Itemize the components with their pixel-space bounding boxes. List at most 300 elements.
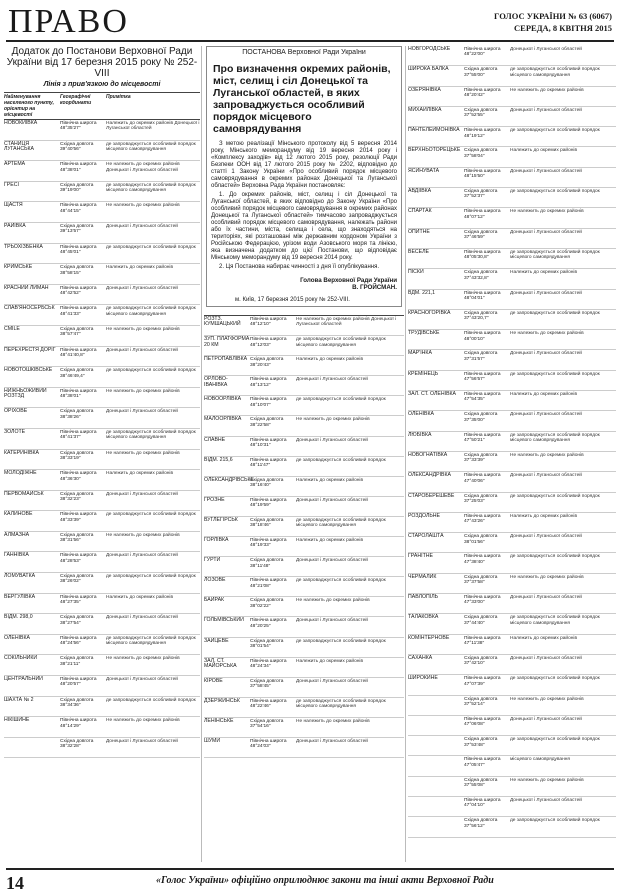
location-name: ВЕСЕЛЕ <box>408 248 429 255</box>
table-row <box>408 777 616 797</box>
location-name: ЗОЛОТЕ <box>4 428 26 435</box>
note: Донецької і Луганської областей <box>510 229 582 235</box>
note: Не належить до окремих районів Донецької і Луганської областей <box>296 317 397 328</box>
location-name: ШИРОКИНЕ <box>408 675 438 682</box>
note: Донецької і Луганської областей <box>510 412 582 418</box>
coordinates: Східна довгота 38°01′54″ <box>250 638 284 649</box>
note: Донецької і Луганської областей <box>510 797 582 803</box>
coordinates: Східна довгота 37°58′45″ <box>250 678 284 690</box>
location-name: ОЛЕКСАНДРІВКА <box>408 472 451 479</box>
location-name: ТРЬОХІЗБЕНКА <box>4 243 43 250</box>
coordinates: Східна довгота 37°37′58″ <box>464 574 498 586</box>
coordinates: Східна довгота 37°42′10″ <box>464 655 498 667</box>
location-name: ЯСИНУВАТА <box>408 167 440 174</box>
note: де запроваджується особливий порядок місцевого самоврядування <box>296 698 386 710</box>
coordinates: Північна широта 48°20′57″ <box>60 677 97 688</box>
table-row <box>408 432 616 452</box>
note: Не належить до окремих районів <box>510 574 584 580</box>
coordinates: Східна довгота 38°22′58″ <box>250 417 284 428</box>
location-name: ЗУП. ПЛАТФОРМА 20 КМ <box>204 336 250 348</box>
note: де запроваджується особливий порядок <box>296 397 386 403</box>
coordinates: Північна широта 48°22′00″ <box>464 47 501 58</box>
location-name: МАЛООРЛІВКА <box>204 416 242 423</box>
location-name: КРАСНОГОРІВКА <box>408 309 451 316</box>
table-row <box>408 391 616 411</box>
table-row <box>408 208 616 228</box>
coordinates: Східна довгота 38°46′49,4″ <box>60 368 94 379</box>
table-row <box>408 127 616 147</box>
locations-table <box>204 315 404 758</box>
coordinates: Північна широта 48°12′03″ <box>250 337 287 348</box>
coordinates: Північна широта 47°06′08″ <box>464 716 501 728</box>
note: де запроваджується особливий порядок <box>510 371 600 377</box>
table-row <box>408 452 616 472</box>
note: Донецької і Луганської областей <box>510 534 582 540</box>
addendum-title: Додаток до Постанови Верховної Ради України від 17 березня 2015 року № 252-VIII <box>6 46 198 79</box>
note: Належить до окремих районів <box>296 477 364 483</box>
table-row <box>204 396 404 416</box>
table-row <box>204 376 404 396</box>
note: де запроваджується особливий порядок місцевого самоврядування <box>106 635 196 647</box>
table-row <box>408 493 616 513</box>
table-row <box>204 497 404 517</box>
table-row <box>4 388 200 409</box>
note: Не належить до окремих районів Донецької і Луганської областей <box>106 162 180 173</box>
note: Донецької і Луганської областей <box>510 107 582 113</box>
table-row <box>204 537 404 557</box>
location-name: ОЛЕНІВКА <box>408 411 434 418</box>
location-name: АРТЕМА <box>4 161 26 168</box>
location-name: ГОРЛІВКА <box>204 537 229 544</box>
coordinates: Східна довгота 38°31′56″ <box>60 532 94 544</box>
location-name: ГАННІВКА <box>4 552 29 559</box>
note: Не належить до окремих районів <box>296 417 370 423</box>
note: Належить до окремих районів <box>296 357 364 363</box>
coordinates: Північна широта 48°21′08″ <box>250 578 287 589</box>
note: Донецької і Луганської областей <box>510 655 582 661</box>
note: де запроваджується особливий порядок місцевого самоврядування <box>510 249 600 261</box>
location-name: КОМІНТЕРНОВЕ <box>408 634 450 641</box>
table-row <box>4 511 200 532</box>
note: Донецької і Луганської областей <box>106 553 178 559</box>
location-name: НОВОТОШКІВСЬКЕ <box>4 367 53 374</box>
note: Донецької і Луганської областей <box>296 497 368 503</box>
coordinates: Північна широта 48°42′52″ <box>60 285 97 297</box>
note: Належить до окремих районів <box>510 513 578 519</box>
coordinates: Східна довгота 39°19′00″ <box>60 182 94 194</box>
location-name: СТАРОЛАШТA <box>408 533 444 540</box>
coordinates: Східна довгота 38°02′22″ <box>250 598 284 609</box>
note: Донецької і Луганської областей <box>296 738 368 744</box>
note: де запроваджується особливий порядок місцевого самоврядування <box>510 615 600 626</box>
coordinates: Східна довгота 38°32′28″ <box>60 738 94 750</box>
location-name: ШАХТА № 2 <box>4 696 34 703</box>
note: де запроваджується особливий порядок місцевого самоврядування <box>510 432 600 444</box>
coordinates: Північна широта 48°24′56″ <box>60 635 97 647</box>
location-name: ОРIХОВЕ <box>4 408 28 415</box>
table-row <box>4 326 200 347</box>
note: де запроваджується особливий порядок <box>510 818 600 824</box>
note: Донецької і Луганської областей <box>106 223 178 229</box>
location-name: ШУМИ <box>204 737 221 744</box>
table-row <box>204 577 404 597</box>
coordinates: Північна широта 48°24′03″ <box>250 738 287 750</box>
location-name: ЦЕНТРАЛЬНИЙ <box>4 676 43 683</box>
note: де запроваджується особливий порядок <box>106 244 196 250</box>
table-row <box>204 457 404 477</box>
coordinates: Північна широта 48°19′12″ <box>464 128 501 139</box>
location-name: СЛАВНЕ <box>204 436 226 443</box>
header-coords: Географічні координати <box>60 94 92 106</box>
note: де запроваджується особливий порядок місцевого самоврядування <box>296 337 386 348</box>
table-row <box>408 797 616 817</box>
table-row <box>408 46 616 66</box>
coordinates: Північна широта 48°05′30,8″ <box>464 249 501 261</box>
location-name: ЛОМУВАТКА <box>4 573 36 580</box>
note: Належить до окремих районів <box>510 270 578 276</box>
table-row <box>204 316 404 336</box>
coordinates: Північна широта 47°43′26″ <box>464 513 501 525</box>
note: Не належить до окремих районів <box>106 388 180 394</box>
table-row <box>204 718 404 738</box>
table-row <box>408 817 616 837</box>
table-row <box>408 574 616 594</box>
note: Належить до окремих районів <box>510 392 578 398</box>
coordinates: Східна довгота 37°55′00″ <box>464 67 498 78</box>
coordinates: Східна довгота 38°26′02″ <box>60 574 94 585</box>
masthead <box>6 4 614 42</box>
table-row <box>204 557 404 577</box>
note: Належить до окремих районів <box>106 265 174 271</box>
location-name: САХАНКА <box>408 654 433 661</box>
note: де запроваджується особливий порядок <box>510 189 600 195</box>
locations-table <box>4 120 200 758</box>
coordinates: Північна широта 48°35′27″ <box>60 121 97 132</box>
coordinates: Східна довгота 37°58′04″ <box>464 148 498 159</box>
table-row <box>4 408 200 429</box>
table-row <box>408 290 616 310</box>
note: де запроваджується особливий порядок <box>296 457 386 463</box>
note: де запроваджується особливий порядок місцевого самоврядування <box>106 141 196 152</box>
table-row <box>4 285 200 306</box>
coordinates: Північна широта 48°04′01″ <box>464 290 501 301</box>
coordinates: Північна широта 47°33′00″ <box>464 595 501 606</box>
coordinates: Східна довгота 38°16′40″ <box>250 477 284 489</box>
coordinates: Північна широта 48°36′30″ <box>60 471 97 482</box>
table-row <box>408 168 616 188</box>
note: Належить до окремих районів <box>510 148 578 154</box>
table-row <box>408 614 616 634</box>
table-row <box>4 450 200 471</box>
coordinates: Північна широта 48°27′35″ <box>60 594 97 606</box>
coordinates: Північна широта 48°13′12″ <box>250 377 287 388</box>
column-divider <box>405 46 406 862</box>
table-row <box>408 736 616 756</box>
note: Належить до окремих районів <box>510 635 578 641</box>
coordinates: Східна довгота 38°18′46″ <box>250 517 284 529</box>
location-name: ОЛЕКСАНДРІВСЬКЕ <box>204 476 254 483</box>
resolution-head: ПОСТАНОВА Верховної Ради України <box>242 49 366 56</box>
coordinates: Східна довгота 38°57′47″ <box>60 326 94 338</box>
note: Донецької і Луганської областей <box>510 168 582 174</box>
note: Донецької і Луганської областей <box>296 437 368 443</box>
note: де запроваджується особливий порядок <box>510 554 600 560</box>
location-name: СЛАВ'ЯНОСЕРБСЬК <box>4 305 55 312</box>
table-row <box>204 416 404 436</box>
note: Донецької і Луганської областей <box>106 285 178 291</box>
note: де запроваджується особливий порядок <box>296 578 386 584</box>
coordinates: Східна довгота 37°52′14″ <box>464 696 498 707</box>
table-row <box>4 367 200 388</box>
coordinates: Північна широта 48°44′15″ <box>60 203 97 214</box>
note: де запроваджується особливий порядок <box>510 128 600 134</box>
location-name: НИЖНЬОЖИВИЙ РОЗТЗД <box>4 387 47 400</box>
column-right <box>408 46 616 862</box>
coordinates: Східна довгота 37°56′12″ <box>464 818 498 829</box>
coordinates: Північна широта 48°20′25″ <box>250 618 287 629</box>
coordinates: Північна широта 48°14′29″ <box>60 718 97 729</box>
table-row <box>408 472 616 492</box>
note: Донецької і Луганської областей <box>510 47 582 52</box>
location-name: МИХАЙЛІВКА <box>408 106 442 113</box>
location-name: РОЗДОЛЬНЕ <box>408 512 441 519</box>
coordinates: Північна широта 48°22′46″ <box>250 698 287 710</box>
location-name: ПЕРВОМАЙСЬК <box>4 490 44 497</box>
table-row <box>4 552 200 573</box>
note: Не належить до окремих районів <box>106 203 180 209</box>
table-row <box>4 429 200 450</box>
table-row <box>408 513 616 533</box>
note: Не належить до окремих районів <box>510 209 584 215</box>
coordinates: Східна довгота 38°33′19″ <box>60 450 94 461</box>
table-row <box>408 594 616 614</box>
note: де запроваджується особливий порядок місцевого самоврядування <box>106 182 196 194</box>
coordinates: Північна широта 48°19′33″ <box>250 538 287 549</box>
table-row <box>408 107 616 127</box>
table-row <box>204 517 404 537</box>
note: Донецької і Луганської областей <box>106 738 178 744</box>
location-name: ЧЕРМАЛИК <box>408 573 437 580</box>
coordinates: Східна довгота 38°01′56″ <box>464 534 498 545</box>
location-name: ВЕРГУЛІВКА <box>4 593 36 600</box>
coordinates: Північна широта 48°41′40,8″ <box>60 347 97 358</box>
table-row <box>204 477 404 497</box>
location-name: ЛОЗОВЕ <box>204 577 226 584</box>
coordinates: Східна довгота 38°58′15″ <box>60 265 94 276</box>
signer-name: В. ГРОЙСМАН. <box>352 284 397 291</box>
coordinates: Східна довгота 37°33′39″ <box>464 452 498 464</box>
location-name: МАР'ЇНКА <box>408 350 432 357</box>
location-name: ВIДМ. 215,6 <box>204 456 233 463</box>
resolution-paragraph: 1. До окремих районів, міст, селищ і сіл Донецької та Луганської областей, в яких відповідно до Закону України «Про особливий порядок місцевого самоврядування в окремих районах Донецької та Луганської областей» тимчасово запроваджується особливий порядок місцевого самоврядування, належать райони або їх частини, міста, селища і села, що знаходяться на територіях, які розташовані між державним кордоном України з Російською Федерацією, урізом води Азовського моря та лінією, яка визначена додатком до цієї Постанови, що відповідає Мінському меморандуму від 19 вересня 2014 року. <box>211 192 397 261</box>
coordinates: Східна довгота 37°44′40″ <box>464 615 498 626</box>
location-name <box>408 757 464 775</box>
location-name: НОВООРЛІВКА <box>204 396 242 403</box>
location-name: ПАВЛОПІЛЬ <box>408 594 439 601</box>
note: Не належить до окремих районів <box>296 598 370 604</box>
issue-number: ГОЛОС УКРАЇНИ № 63 (6067) <box>494 11 612 21</box>
location-name: ГУРТИ <box>204 557 221 564</box>
table-row <box>4 141 200 162</box>
table-row <box>408 411 616 431</box>
footer <box>6 868 614 892</box>
location-name: ВУГЛЕГІРСЬК <box>204 516 238 523</box>
location-name: ВЕРХНЬОТОРЕЦЬКЕ <box>408 147 461 154</box>
header-note: Примітка <box>106 94 131 100</box>
table-row <box>4 717 200 738</box>
table-row <box>408 756 616 776</box>
table-row <box>408 249 616 269</box>
location-name: КРИМСЬКЕ <box>4 264 33 271</box>
coordinates: Північна широта 47°04′10″ <box>464 797 501 809</box>
note: Донецької і Луганської областей <box>510 595 582 601</box>
location-name: ПЕРЕХРЕСТЯ ДОРІГ <box>4 346 56 353</box>
note: місцевого самоврядування <box>510 757 570 763</box>
table-row <box>408 675 616 695</box>
coordinates: Північна широта 47°05′47″ <box>464 757 501 768</box>
location-name <box>408 717 464 735</box>
note: Не належить до окремих районів <box>106 326 180 332</box>
note: Донецької і Луганської областей <box>510 351 582 357</box>
location-name: КАЛИНОВЕ <box>4 511 33 518</box>
location-name <box>408 798 464 816</box>
coordinates: Східна довгота 38°34′36″ <box>60 697 94 709</box>
note: де запроваджується особливий порядок <box>510 493 600 499</box>
table-row <box>4 573 200 594</box>
coordinates: Північна широта 48°41′33″ <box>60 306 97 317</box>
coordinates: Північна широта 48°38′01″ <box>60 388 97 400</box>
coordinates: Північна широта 48°45′01″ <box>60 244 97 255</box>
note: Донецької і Луганської областей <box>106 409 178 415</box>
location-name: ГОЛЬМІВСЬКИЙ <box>204 617 244 624</box>
note: Донецької і Луганської областей <box>296 558 368 564</box>
coordinates: Північна широта 48°07′12″ <box>464 209 501 220</box>
coordinates: Східна довгота 37°52′37″ <box>464 189 498 200</box>
table-row <box>204 678 404 698</box>
coordinates: Північна широта 48°15′50″ <box>464 168 501 180</box>
location-name: АВДІЇВКА <box>408 188 432 195</box>
location-name: ГРОЗНЕ <box>204 496 225 503</box>
table-row <box>408 371 616 391</box>
note: де запроваджується особливий порядок місцевого самоврядування <box>510 67 600 78</box>
note: Донецької і Луганської областей <box>296 618 368 624</box>
table-row <box>408 229 616 249</box>
table-row <box>408 310 616 330</box>
coordinates: Північна широта 47°50′21″ <box>464 432 501 444</box>
table-row <box>4 614 200 635</box>
coordinates: Східна довгота 38°21′11″ <box>60 656 94 667</box>
location-name: ВIДМ. 298,0 <box>4 614 33 621</box>
table-row <box>4 655 200 676</box>
location-name: НОВГОРОДСЬКЕ <box>408 46 451 52</box>
table-row <box>204 356 404 376</box>
location-name <box>408 818 464 836</box>
location-name: ЗАЛ. СТ. МАЙОРСЬКА <box>204 657 237 669</box>
location-name: АЛМАЗНА <box>4 531 30 538</box>
note: Не належить до окремих районів <box>510 331 584 337</box>
note: Не належить до окремих районів <box>510 696 584 702</box>
coordinates: Північна широта 48°10′31″ <box>250 437 287 448</box>
coordinates: Східна довгота 38°32′23″ <box>60 491 94 503</box>
column-middle <box>204 46 404 862</box>
location-name: РОЗТЗ. КУМШАЦЬКИЙ <box>204 316 241 328</box>
table-row <box>408 696 616 716</box>
coordinates: Північна широта 48°24′34″ <box>250 658 287 669</box>
note: Донецької і Луганської областей <box>296 678 368 684</box>
coordinates: Східна довгота 38°11′48″ <box>250 558 284 569</box>
coordinates: Північна широта 48°00′10″ <box>464 331 501 342</box>
location-name: ОЛЕНІВКА <box>4 634 30 641</box>
location-name: ШИРОКА БАЛКА <box>408 66 449 73</box>
note: Донецької і Луганської областей <box>106 677 178 683</box>
coordinates: Східна довгота 37°43′32,8″ <box>464 270 498 281</box>
coordinates: Північна широта 48°38′01″ <box>60 162 97 173</box>
coordinates: Східна довгота 37°43′20,7″ <box>464 310 498 322</box>
location-name <box>408 697 464 715</box>
note: Не належить до окремих районів <box>106 450 180 456</box>
signer-title: Голова Верховної Ради України <box>300 277 397 284</box>
coordinates: Східна довгота 37°31′57″ <box>464 351 498 362</box>
page-number: 14 <box>6 873 24 893</box>
location-name: ТАЛАКОВКА <box>408 614 439 621</box>
note: Донецької і Луганської областей <box>106 615 178 621</box>
table-row <box>4 532 200 553</box>
note: де запроваджується особливий порядок місцевого самоврядування <box>296 517 386 529</box>
location-name: СМILE <box>4 325 20 332</box>
location-name: ЗАЛ. СТ. ОЛЕНІВКА <box>408 391 457 398</box>
section-title: ПРАВО <box>8 3 129 40</box>
table-row <box>4 244 200 265</box>
table-row <box>4 161 200 182</box>
table-row <box>408 147 616 167</box>
location-name: НІКІШИНЕ <box>4 717 30 724</box>
table-row <box>204 658 404 678</box>
location-name <box>408 737 464 755</box>
note: де запроваджується особливий порядок місцевого самоврядування <box>106 429 196 441</box>
table-row <box>408 533 616 553</box>
note: Належить до окремих районів <box>106 594 174 600</box>
table-row <box>204 437 404 457</box>
table-row <box>204 617 404 637</box>
note: Не належить до окремих районів <box>106 532 180 538</box>
table-row <box>408 635 616 655</box>
location-name: СОКІЛЬНИКИ <box>4 655 38 662</box>
issue-info <box>494 10 612 34</box>
note: де запроваджується особливий порядок <box>510 310 600 316</box>
coordinates: Східна довгота 39°13′57″ <box>60 223 94 235</box>
table-row <box>204 738 404 758</box>
location-name: СТАРОБЕРЕШЕВЕ <box>408 492 455 499</box>
table-row <box>4 697 200 718</box>
coordinates: Північна широта 48°12′10″ <box>250 317 287 328</box>
note: де запроваджується особливий порядок <box>510 676 600 682</box>
table-header <box>4 92 200 120</box>
location-name: БАЙРАК <box>204 597 225 604</box>
note: де запроваджується особливий порядок місцевого самоврядування <box>106 306 196 317</box>
location-name: СПАРТАК <box>408 208 432 215</box>
note: Донецької і Луганської областей <box>106 347 178 353</box>
signature-block <box>211 277 397 291</box>
note: Належить до окремих районів <box>296 658 364 664</box>
coordinates: Північна широта 47°38′40″ <box>464 554 501 565</box>
coordinates: Північна широта 47°56′57″ <box>464 371 501 383</box>
note: Не належить до окремих районів <box>510 87 584 93</box>
column-left <box>4 46 200 862</box>
location-name: МОЛОДІЖНЕ <box>4 470 37 477</box>
coordinates: Східна довгота 37°25′03″ <box>464 493 498 504</box>
coordinates: Північна широта 48°28′53″ <box>60 553 97 564</box>
table-row <box>4 305 200 326</box>
